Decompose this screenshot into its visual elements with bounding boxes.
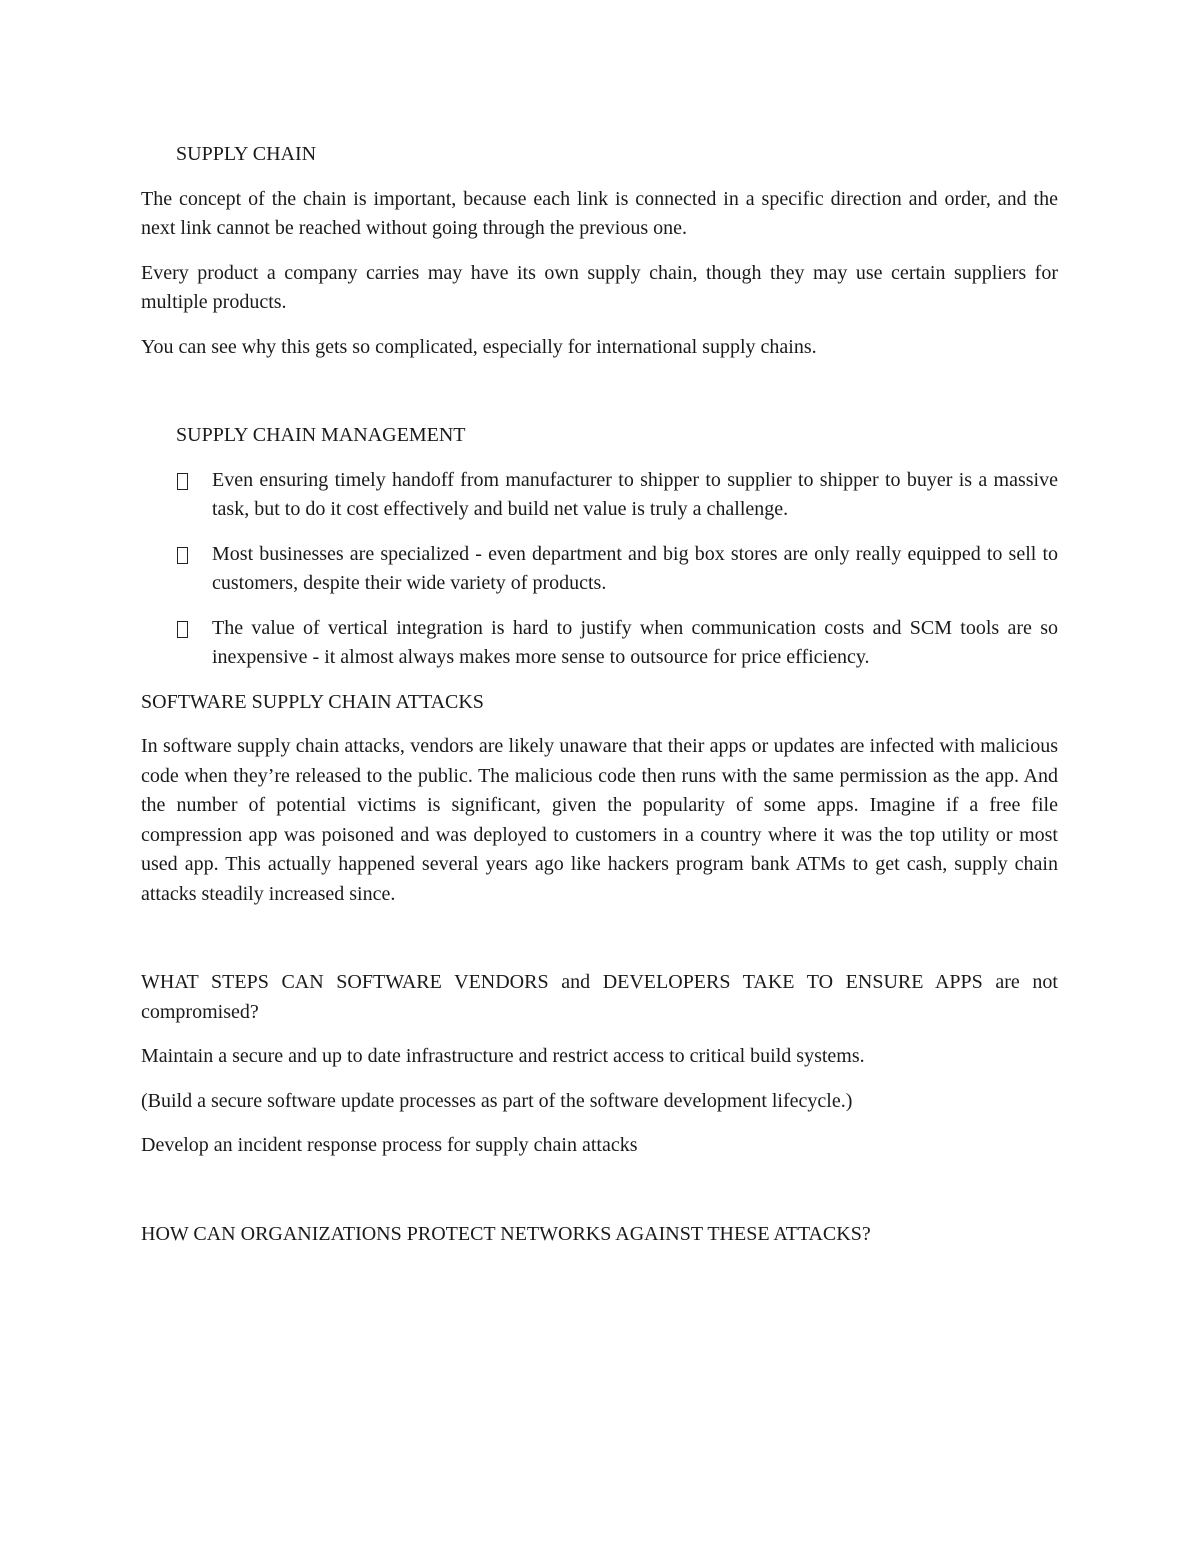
bullet-text: The value of vertical integration is hard to justify when communication costs and SCM tools are so inexpensive - it almost always makes more sense to outsource for price efficiency. — [212, 616, 1058, 668]
missing-glyph-bullet-icon — [177, 621, 188, 638]
paragraph-step-update-process: (Build a secure software update processes as part of the software development lifecycle.) — [141, 1089, 853, 1112]
heading-supply-chain-management: SUPPLY CHAIN MANAGEMENT — [176, 424, 466, 446]
missing-glyph-bullet-icon — [177, 547, 188, 564]
heading-vendor-steps: WHAT STEPS CAN SOFTWARE VENDORS and DEVELOPERS TAKE TO ENSURE APPS are not compromised? — [141, 971, 1058, 1023]
scm-bullet-list — [141, 466, 1058, 673]
list-item — [141, 614, 1058, 673]
heading-supply-chain: SUPPLY CHAIN — [176, 143, 317, 165]
paragraph-step-incident-response: Develop an incident response process for supply chain attacks — [141, 1134, 638, 1156]
paragraph-step-infrastructure: Maintain a secure and up to date infrastructure and restrict access to critical build systems. — [141, 1045, 865, 1067]
heading-protect-networks: HOW CAN ORGANIZATIONS PROTECT NETWORKS AGAINST THESE ATTACKS? — [141, 1222, 871, 1245]
list-item — [141, 466, 1058, 525]
paragraph-product-supply-chain: Every product a company carries may have its own supply chain, though they may use certain suppliers for multiple products. — [141, 261, 1058, 313]
paragraph-attacks: In software supply chain attacks, vendors are likely unaware that their apps or updates are infected with malicious code when they’re released to the public. The malicious code then runs with the same permission as the app. And the number of potential victims is significant, given the popularity of some apps. Imagine if a free file compression app was poisoned and was deployed to customers in a country where it was the top utility or most used app. This actually happened several years ago like hackers program bank ATMs to get cash, supply chain attacks steadily increased since. — [141, 735, 1058, 905]
bullet-text: Most businesses are specialized - even department and big box stores are only really equipped to sell to customers, despite their wide variety of products. — [212, 542, 1058, 594]
heading-software-supply-chain-attacks: SOFTWARE SUPPLY CHAIN ATTACKS — [141, 690, 484, 713]
bullet-text: Even ensuring timely handoff from manufacturer to shipper to supplier to shipper to buyer is a massive task, but to do it cost effectively and build net value is truly a challenge. — [212, 468, 1058, 520]
paragraph-chain-concept: The concept of the chain is important, because each link is connected in a specific direction and order, and the next link cannot be reached without going through the previous one. — [141, 187, 1058, 239]
document-body — [141, 140, 1058, 1249]
list-item — [141, 540, 1058, 599]
missing-glyph-bullet-icon — [177, 473, 188, 490]
paragraph-complicated: You can see why this gets so complicated, especially for international supply chains. — [141, 335, 817, 358]
